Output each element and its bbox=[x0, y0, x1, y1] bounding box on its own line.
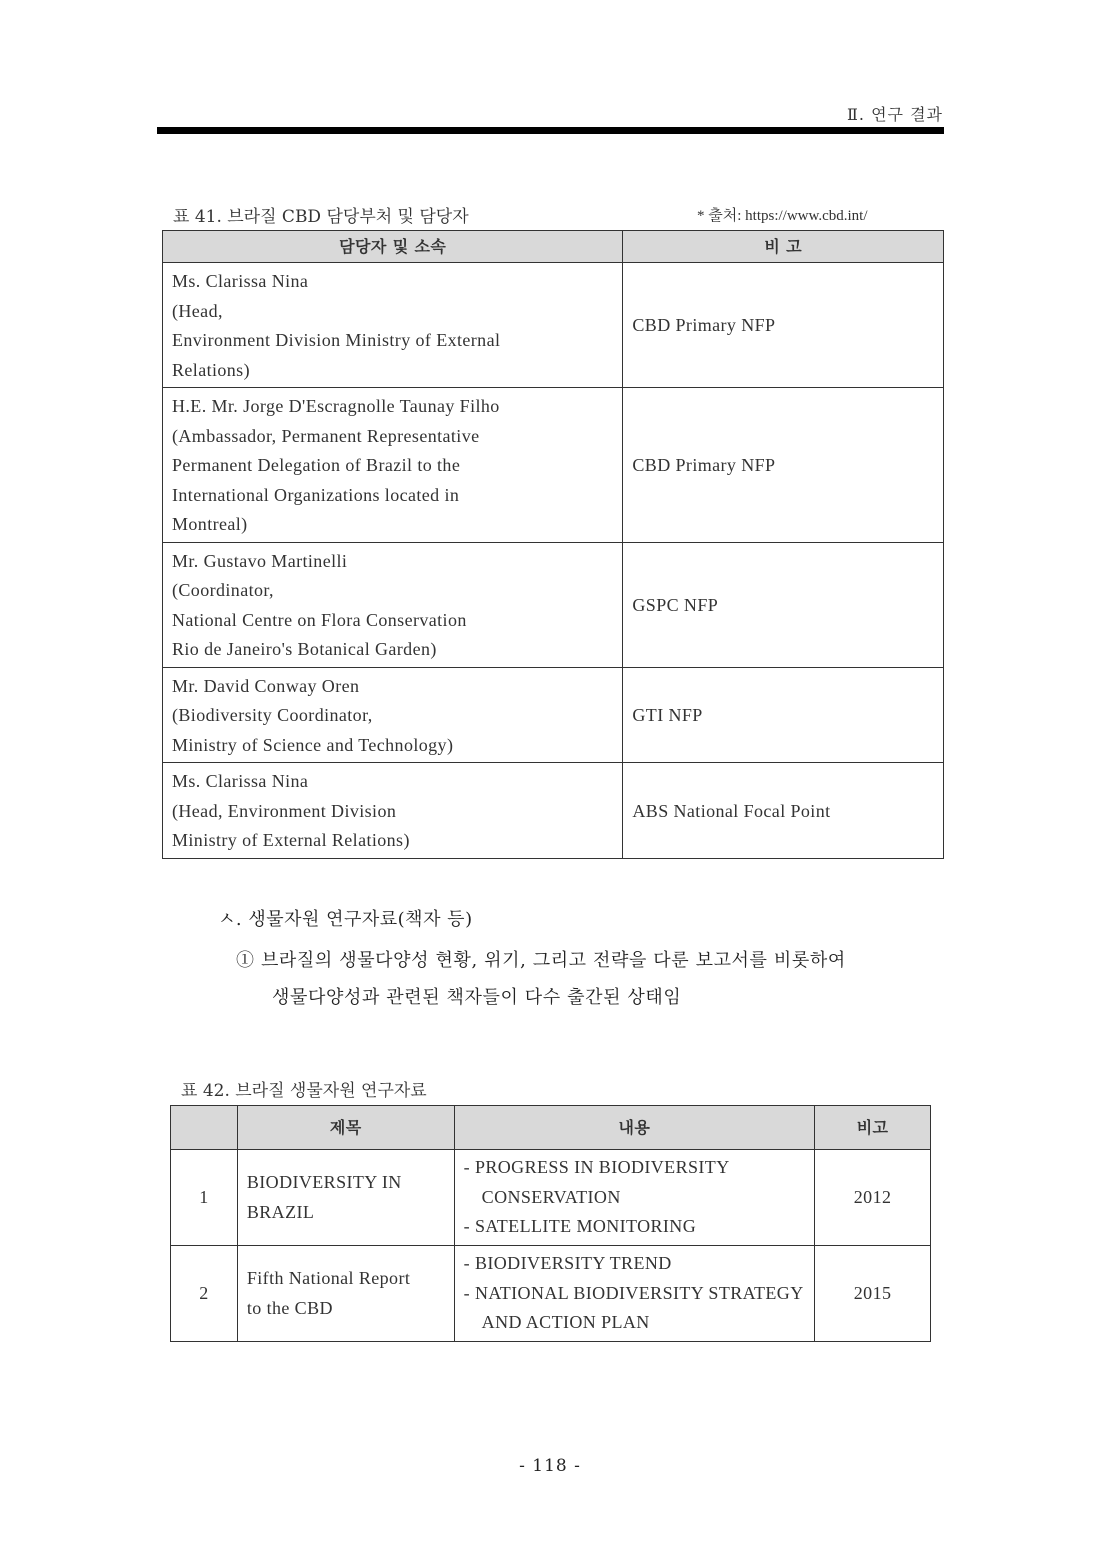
column-header-title: 제목 bbox=[237, 1106, 454, 1150]
section-heading: ㅅ. 생물자원 연구자료(책자 등) bbox=[218, 909, 473, 930]
table-row bbox=[171, 1150, 931, 1246]
column-header-index bbox=[171, 1106, 238, 1150]
contact-line: (Ambassador, Permanent Representative bbox=[172, 425, 480, 446]
table42-caption: 표 42. 브라질 생물자원 연구자료 bbox=[181, 1081, 427, 1101]
contact-line: H.E. Mr. Jorge D'Escragnolle Taunay Filho bbox=[172, 396, 500, 416]
title-cell bbox=[237, 1246, 454, 1342]
contacts-table bbox=[162, 230, 944, 859]
bullet-text-line1: 브라질의 생물다양성 현황, 위기, 그리고 전략을 다룬 보고서를 비롯하여 bbox=[260, 950, 846, 971]
year-cell: 2012 bbox=[815, 1150, 931, 1246]
contact-line: International Organizations located in bbox=[172, 484, 460, 505]
table-header-row bbox=[163, 231, 944, 263]
table-row bbox=[163, 763, 944, 859]
note-cell: GSPC NFP bbox=[623, 542, 944, 667]
contact-line: Environment Division Ministry of External bbox=[172, 330, 501, 350]
column-header-content: 내용 bbox=[454, 1106, 814, 1150]
title-line: Fifth National Report bbox=[246, 1268, 411, 1288]
bullet-marker: ① bbox=[236, 950, 255, 971]
table-row bbox=[163, 388, 944, 543]
year-cell: 2015 bbox=[815, 1246, 931, 1342]
contact-cell bbox=[163, 667, 623, 763]
bullet-text-line2: 생물다양성과 관련된 책자들이 다수 출간된 상태임 bbox=[272, 987, 682, 1008]
table41-caption: 표 41. 브라질 CBD 담당부처 및 담당자 bbox=[173, 207, 469, 227]
content-cell bbox=[454, 1246, 814, 1342]
contact-cell bbox=[163, 388, 623, 543]
table-row bbox=[163, 542, 944, 667]
contact-line: (Head, bbox=[172, 300, 223, 321]
table-row bbox=[171, 1246, 931, 1342]
contact-line: Ministry of Science and Technology) bbox=[172, 734, 454, 755]
title-line: to the CBD bbox=[246, 1297, 333, 1318]
page-number: - 118 - bbox=[519, 1456, 581, 1476]
content-item: - SATELLITE MONITORING bbox=[463, 1216, 697, 1237]
contact-line: (Biodiversity Coordinator, bbox=[172, 705, 373, 725]
contact-line: Ms. Clarissa Nina bbox=[172, 271, 309, 291]
publications-table bbox=[170, 1105, 931, 1342]
table-header-row bbox=[171, 1106, 931, 1150]
contact-cell bbox=[163, 263, 623, 388]
title-line: BRAZIL bbox=[246, 1201, 315, 1222]
section-bullet bbox=[236, 942, 944, 1016]
content-item: - PROGRESS IN BIODIVERSITY CONSERVATION bbox=[463, 1157, 729, 1207]
note-cell: ABS National Focal Point bbox=[623, 763, 944, 859]
row-number: 2 bbox=[171, 1246, 238, 1342]
title-cell bbox=[237, 1150, 454, 1246]
note-cell: CBD Primary NFP bbox=[623, 388, 944, 543]
column-header-note: 비고 bbox=[815, 1106, 931, 1150]
column-header-note: 비 고 bbox=[623, 231, 944, 263]
header-rule bbox=[157, 127, 944, 134]
table-row bbox=[163, 263, 944, 388]
title-line: BIODIVERSITY IN bbox=[246, 1172, 402, 1192]
contact-cell bbox=[163, 542, 623, 667]
row-number: 1 bbox=[171, 1150, 238, 1246]
contact-line: National Centre on Flora Conservation bbox=[172, 609, 467, 630]
contact-line: Permanent Delegation of Brazil to the bbox=[172, 455, 461, 475]
contact-line: Montreal) bbox=[172, 514, 248, 534]
note-cell: CBD Primary NFP bbox=[623, 263, 944, 388]
content-cell bbox=[454, 1150, 814, 1246]
contact-line: (Coordinator, bbox=[172, 580, 274, 600]
contact-line: Ministry of External Relations) bbox=[172, 830, 410, 850]
content-item: - NATIONAL BIODIVERSITY STRATEGY AND ACTION PLAN bbox=[463, 1282, 803, 1333]
table-row bbox=[163, 667, 944, 763]
content-item: - BIODIVERSITY TREND bbox=[463, 1253, 672, 1274]
running-header: Ⅱ. 연구 결과 bbox=[847, 105, 943, 124]
contact-line: (Head, Environment Division bbox=[172, 800, 397, 821]
contact-line: Rio de Janeiro's Botanical Garden) bbox=[172, 639, 437, 659]
contact-cell bbox=[163, 763, 623, 859]
column-header-contact: 담당자 및 소속 bbox=[163, 231, 623, 263]
contact-line: Ms. Clarissa Nina bbox=[172, 771, 309, 791]
note-cell: GTI NFP bbox=[623, 667, 944, 763]
table41-source: * 출처: https://www.cbd.int/ bbox=[697, 208, 868, 224]
contact-line: Mr. David Conway Oren bbox=[172, 675, 360, 696]
contact-line: Relations) bbox=[172, 359, 250, 380]
contact-line: Mr. Gustavo Martinelli bbox=[172, 550, 348, 571]
